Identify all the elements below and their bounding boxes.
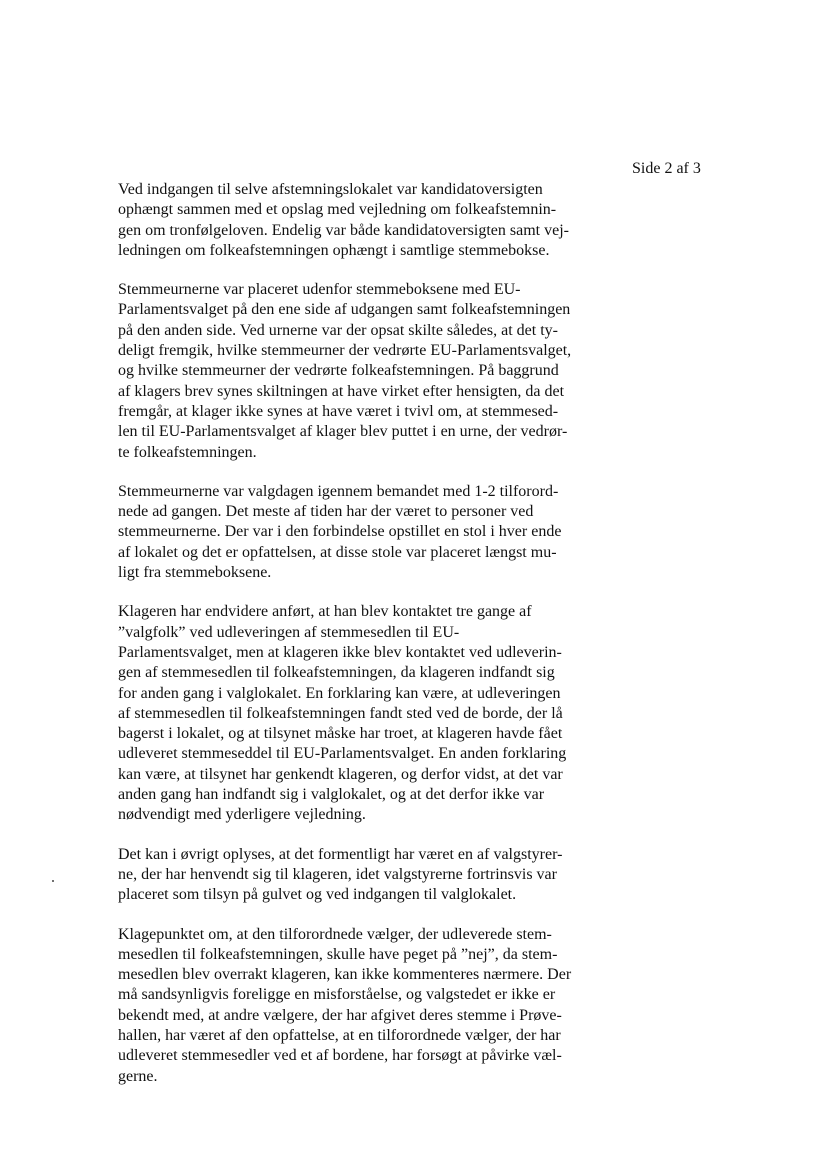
text-line: Stemmeurnerne var valgdagen igennem bemandet med 1-2 tilforord-: [118, 482, 559, 500]
text-line: bagerst i lokalet, og at tilsynet måske har troet, at klageren havde fået: [118, 725, 563, 743]
paragraph-1: [118, 180, 598, 261]
text-line: af klagers brev synes skiltningen at have virket efter hensigten, da det: [118, 382, 565, 400]
text-line: ligt fra stemmeboksene.: [118, 564, 272, 582]
text-line: Ved indgangen til selve afstemningslokalet var kandidatoversigten: [118, 181, 543, 198]
text-line: ledningen om folkeafstemningen ophængt i samtlige stemmebokse.: [118, 241, 550, 259]
text-line: mesedlen blev overrakt klageren, kan ikke kommenteres nærmere. Der: [118, 966, 572, 984]
paragraph-2: [118, 280, 598, 463]
text-line: anden gang han indfandt sig i valglokalet, og at det derfor ikke var: [118, 786, 545, 804]
text-line: stemmeurnerne. Der var i den forbindelse opstillet en stol i hver ende: [118, 523, 562, 541]
paragraph-6: [118, 925, 598, 1087]
text-line: Stemmeurnerne var placeret udenfor stemmeboksene med EU-: [118, 281, 521, 299]
text-line: og hvilke stemmeurner der vedrørte folkeafstemningen. På baggrund: [118, 362, 559, 380]
text-line: på den anden side. Ved urnerne var der opsat skilte således, at det ty-: [118, 321, 558, 339]
text-line: te folkeafstemningen.: [118, 443, 257, 461]
text-line: kan være, at tilsynet har genkendt klageren, og derfor vidst, at det var: [118, 765, 563, 783]
text-line: nødvendigt med yderligere vejledning.: [118, 806, 366, 824]
text-line: len til EU-Parlamentsvalget af klager blev puttet i en urne, der vedrør-: [118, 423, 568, 441]
paragraph-5: [118, 845, 598, 906]
text-line: Parlamentsvalget, men at klageren ikke blev kontaktet ved udleverin-: [118, 643, 562, 661]
text-line: nede ad gangen. Det meste af tiden har der været to personer ved: [118, 503, 534, 521]
text-line: placeret som tilsyn på gulvet og ved indgangen til valglokalet.: [118, 886, 517, 904]
paragraph-3: [118, 482, 598, 583]
page-number: Side 2 af 3: [632, 160, 701, 177]
scan-speck: [52, 880, 54, 882]
text-line: hallen, har været af den opfattelse, at en tilforordnede vælger, der har: [118, 1026, 561, 1044]
text-line: af stemmesedlen til folkeafstemningen fandt sted ved de borde, der lå: [118, 704, 563, 722]
text-line: ”valgfolk” ved udleveringen af stemmesedlen til EU-: [118, 623, 460, 641]
text-line: af lokalet og det er opfattelsen, at disse stole var placeret længst mu-: [118, 543, 557, 561]
text-line: må sandsynligvis foreligge en misforståelse, og valgstedet er ikke er: [118, 986, 556, 1004]
text-line: Klageren har endvidere anført, at han blev kontaktet tre gange af: [118, 603, 532, 621]
text-line: Parlamentsvalget på den ene side af udgangen samt folkeafstemningen: [118, 301, 571, 319]
text-line: ne, der har henvendt sig til klageren, idet valgstyrerne fortrinsvis var: [118, 865, 557, 883]
text-line: for anden gang i valglokalet. En forklaring kan være, at udleveringen: [118, 684, 561, 702]
text-line: gen af stemmesedlen til folkeafstemningen, da klageren indfandt sig: [118, 664, 555, 682]
paragraph-4: [118, 602, 598, 825]
text-line: gerne.: [118, 1067, 158, 1085]
letter-body: [118, 180, 598, 1106]
text-line: udleveret stemmeseddel til EU-Parlamentsvalget. En anden forklaring: [118, 745, 567, 763]
text-line: Det kan i øvrigt oplyses, at det formentligt har været en af valgstyrer-: [118, 845, 563, 863]
text-line: bekendt med, at andre vælgere, der har afgivet deres stemme i Prøve-: [118, 1006, 562, 1024]
text-line: gen om tronfølgeloven. Endelig var både kandidatoversigten samt vej-: [118, 221, 569, 239]
text-line: ophængt sammen med et opslag med vejledning om folkeafstemnin-: [118, 201, 557, 219]
text-line: fremgår, at klager ikke synes at have været i tvivl om, at stemmesed-: [118, 402, 559, 420]
text-line: mesedlen til folkeafstemningen, skulle have peget på ”nej”, da stem-: [118, 945, 558, 963]
text-line: deligt fremgik, hvilke stemmeurner der vedrørte EU-Parlamentsvalget,: [118, 342, 572, 360]
text-line: Klagepunktet om, at den tilforordnede vælger, der udleverede stem-: [118, 925, 552, 943]
text-line: udleveret stemmesedler ved et af bordene, har forsøgt at påvirke væl-: [118, 1047, 562, 1065]
